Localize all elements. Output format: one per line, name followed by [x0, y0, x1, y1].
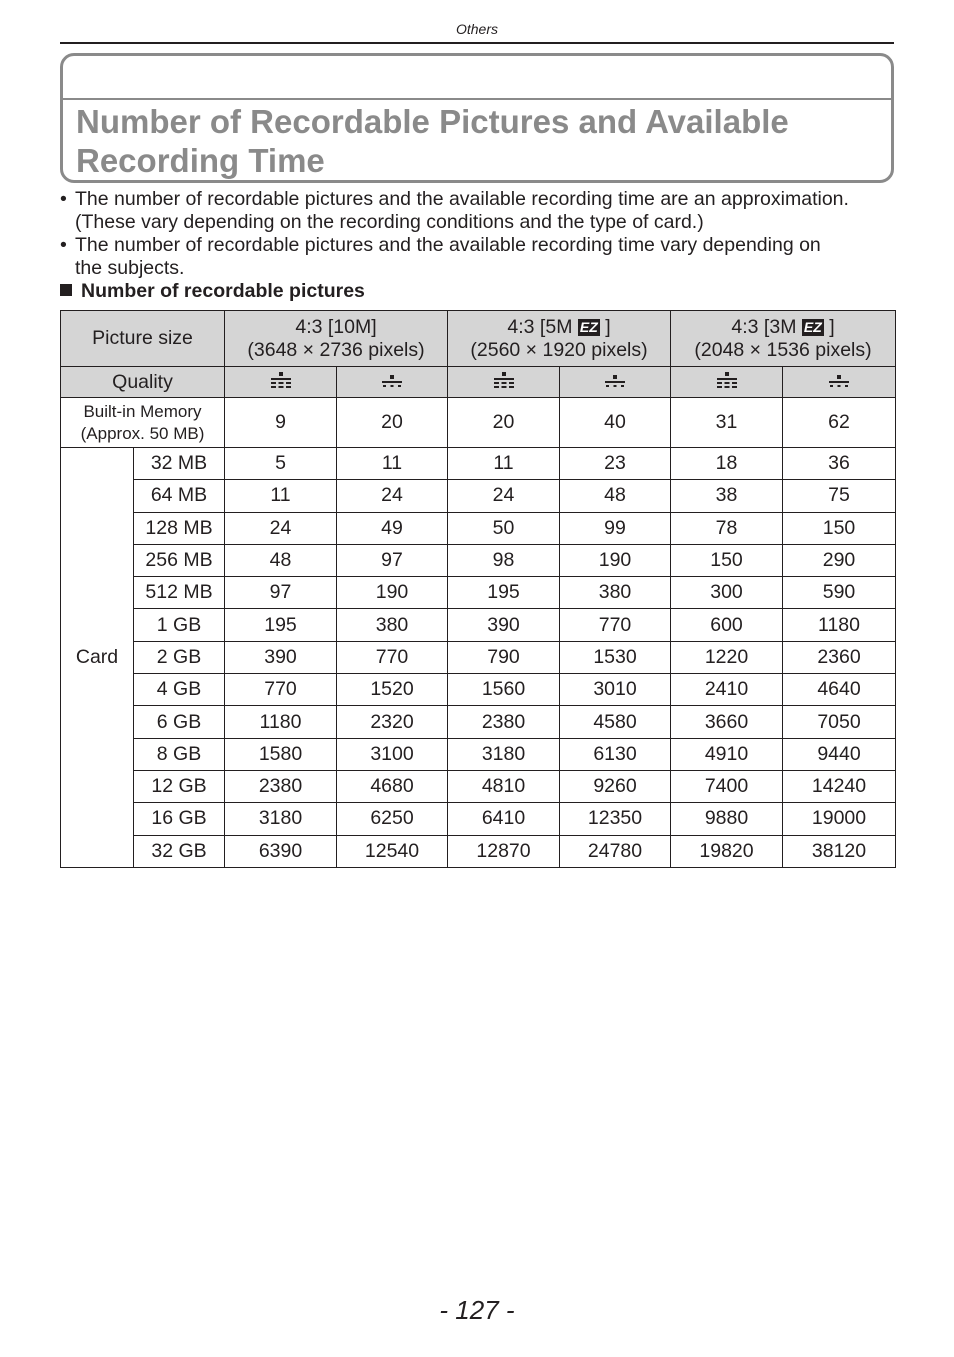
value-cell: 14240: [783, 770, 896, 802]
value-cell: 11: [225, 480, 337, 512]
standard-quality-icon: [603, 371, 627, 394]
value-cell: 300: [671, 577, 783, 609]
card-size: 64 MB: [134, 480, 225, 512]
size-name-suffix: ]: [605, 315, 611, 338]
value-cell: 11: [337, 448, 448, 480]
value-cell: 19820: [671, 835, 783, 867]
value-cell: 24: [448, 480, 560, 512]
ez-icon: EZ: [579, 318, 598, 335]
value-cell: 62: [783, 398, 896, 448]
value-cell: 2320: [337, 706, 448, 738]
quality-cell: [225, 367, 337, 398]
value-cell: 3180: [448, 738, 560, 770]
card-size: 32 MB: [134, 448, 225, 480]
title-divider: [63, 98, 891, 100]
builtin-memory-capacity: (Approx. 50 MB): [80, 423, 205, 443]
value-cell: 380: [337, 609, 448, 641]
value-cell: 4910: [671, 738, 783, 770]
note-item: [60, 234, 910, 280]
value-cell: 20: [448, 398, 560, 448]
card-row: [61, 512, 896, 544]
value-cell: 1580: [225, 738, 337, 770]
standard-quality-icon: [380, 371, 404, 394]
value-cell: 600: [671, 609, 783, 641]
section-heading-text: Number of recordable pictures: [81, 280, 365, 302]
picture-size-label: Picture size: [61, 311, 225, 367]
page-number: - 127 -: [439, 1295, 515, 1325]
value-cell: 150: [783, 512, 896, 544]
card-size: 2 GB: [134, 641, 225, 673]
value-cell: 590: [783, 577, 896, 609]
card-row: [61, 577, 896, 609]
card-size: 256 MB: [134, 544, 225, 576]
value-cell: 98: [448, 544, 560, 576]
value-cell: 1530: [560, 641, 671, 673]
card-row: [61, 770, 896, 802]
card-size: 32 GB: [134, 835, 225, 867]
bullet-icon: •: [60, 188, 67, 210]
value-cell: 20: [337, 398, 448, 448]
card-size: 6 GB: [134, 706, 225, 738]
card-row: [61, 544, 896, 576]
running-header: Others: [455, 21, 498, 37]
value-cell: 770: [560, 609, 671, 641]
standard-quality-icon: [827, 371, 851, 394]
value-cell: 9: [225, 398, 337, 448]
size-name: 4:3 [3M: [731, 315, 797, 338]
value-cell: 2410: [671, 674, 783, 706]
size-pixels: (2560 × 1920 pixels): [470, 338, 648, 361]
value-cell: 4810: [448, 770, 560, 802]
value-cell: 2380: [448, 706, 560, 738]
value-cell: 97: [225, 577, 337, 609]
value-cell: 390: [448, 609, 560, 641]
value-cell: 48: [560, 480, 671, 512]
builtin-memory-name: Built-in Memory: [83, 401, 202, 421]
card-row: [61, 803, 896, 835]
value-cell: 3010: [560, 674, 671, 706]
value-cell: 12540: [337, 835, 448, 867]
value-cell: 1560: [448, 674, 560, 706]
value-cell: 790: [448, 641, 560, 673]
value-cell: 2360: [783, 641, 896, 673]
card-size: 12 GB: [134, 770, 225, 802]
section-heading: [60, 280, 365, 303]
value-cell: 24: [225, 512, 337, 544]
value-cell: 9880: [671, 803, 783, 835]
card-row: [61, 609, 896, 641]
value-cell: 23: [560, 448, 671, 480]
card-size: 1 GB: [134, 609, 225, 641]
value-cell: 31: [671, 398, 783, 448]
quality-cell: [671, 367, 783, 398]
card-size: 4 GB: [134, 674, 225, 706]
recordable-pictures-table: [60, 310, 896, 868]
value-cell: 390: [225, 641, 337, 673]
value-cell: 1180: [783, 609, 896, 641]
page-title-line-2: Recording Time: [76, 142, 325, 179]
value-cell: 4640: [783, 674, 896, 706]
value-cell: 4580: [560, 706, 671, 738]
value-cell: 4680: [337, 770, 448, 802]
card-size: 8 GB: [134, 738, 225, 770]
value-cell: 3100: [337, 738, 448, 770]
quality-label: Quality: [61, 367, 225, 398]
value-cell: 9260: [560, 770, 671, 802]
value-cell: 380: [560, 577, 671, 609]
notes-list: [60, 188, 910, 280]
square-bullet-icon: [60, 284, 72, 296]
picture-size-row: [61, 311, 896, 367]
value-cell: 7400: [671, 770, 783, 802]
value-cell: 6250: [337, 803, 448, 835]
size-name: 4:3 [5M: [507, 315, 573, 338]
size-pixels: (2048 × 1536 pixels): [694, 338, 872, 361]
header-rule: [60, 42, 894, 44]
value-cell: 770: [225, 674, 337, 706]
title-box: [60, 53, 894, 183]
value-cell: 6410: [448, 803, 560, 835]
value-cell: 75: [783, 480, 896, 512]
fine-quality-icon: [269, 371, 293, 394]
note-line: (These vary depending on the recording conditions and the type of card.): [75, 211, 704, 233]
value-cell: 3660: [671, 706, 783, 738]
card-row: [61, 738, 896, 770]
value-cell: 290: [783, 544, 896, 576]
fine-quality-icon: [715, 371, 739, 394]
value-cell: 1520: [337, 674, 448, 706]
value-cell: 190: [560, 544, 671, 576]
size-name: 4:3 [10M]: [295, 315, 377, 338]
page-title-line-1: Number of Recordable Pictures and Available: [76, 103, 789, 140]
fine-quality-icon: [492, 371, 516, 394]
value-cell: 40: [560, 398, 671, 448]
value-cell: 19000: [783, 803, 896, 835]
value-cell: 195: [448, 577, 560, 609]
size-header: [671, 311, 896, 367]
card-row: [61, 706, 896, 738]
value-cell: 5: [225, 448, 337, 480]
quality-cell: [337, 367, 448, 398]
value-cell: 11: [448, 448, 560, 480]
quality-row: [61, 367, 896, 398]
card-label: Card: [61, 448, 134, 868]
value-cell: 1220: [671, 641, 783, 673]
page-title: [76, 102, 876, 180]
value-cell: 24: [337, 480, 448, 512]
value-cell: 3180: [225, 803, 337, 835]
builtin-memory-row: [61, 398, 896, 448]
value-cell: 7050: [783, 706, 896, 738]
size-header: [448, 311, 671, 367]
value-cell: 12870: [448, 835, 560, 867]
value-cell: 2380: [225, 770, 337, 802]
card-row: [61, 448, 896, 480]
value-cell: 38: [671, 480, 783, 512]
value-cell: 12350: [560, 803, 671, 835]
note-line: The number of recordable pictures and the available recording time vary depending on: [75, 234, 821, 256]
quality-cell: [783, 367, 896, 398]
value-cell: 1180: [225, 706, 337, 738]
value-cell: 38120: [783, 835, 896, 867]
value-cell: 50: [448, 512, 560, 544]
quality-cell: [560, 367, 671, 398]
value-cell: 97: [337, 544, 448, 576]
card-row: [61, 835, 896, 867]
builtin-memory-label: [61, 398, 225, 448]
value-cell: 48: [225, 544, 337, 576]
ez-icon: EZ: [803, 318, 822, 335]
size-header: [225, 311, 448, 367]
value-cell: 49: [337, 512, 448, 544]
card-size: 16 GB: [134, 803, 225, 835]
size-name-suffix: ]: [829, 315, 835, 338]
value-cell: 6130: [560, 738, 671, 770]
value-cell: 6390: [225, 835, 337, 867]
card-size: 128 MB: [134, 512, 225, 544]
value-cell: 24780: [560, 835, 671, 867]
value-cell: 78: [671, 512, 783, 544]
value-cell: 195: [225, 609, 337, 641]
quality-cell: [448, 367, 560, 398]
value-cell: 99: [560, 512, 671, 544]
card-size: 512 MB: [134, 577, 225, 609]
value-cell: 150: [671, 544, 783, 576]
card-row: [61, 480, 896, 512]
note-line: The number of recordable pictures and the available recording time are an approximation.: [75, 188, 849, 210]
value-cell: 190: [337, 577, 448, 609]
value-cell: 18: [671, 448, 783, 480]
size-pixels: (3648 × 2736 pixels): [247, 338, 425, 361]
value-cell: 770: [337, 641, 448, 673]
card-row: [61, 641, 896, 673]
note-line: the subjects.: [75, 257, 185, 279]
bullet-icon: •: [60, 234, 67, 256]
value-cell: 9440: [783, 738, 896, 770]
note-item: [60, 188, 910, 234]
value-cell: 36: [783, 448, 896, 480]
card-row: [61, 674, 896, 706]
